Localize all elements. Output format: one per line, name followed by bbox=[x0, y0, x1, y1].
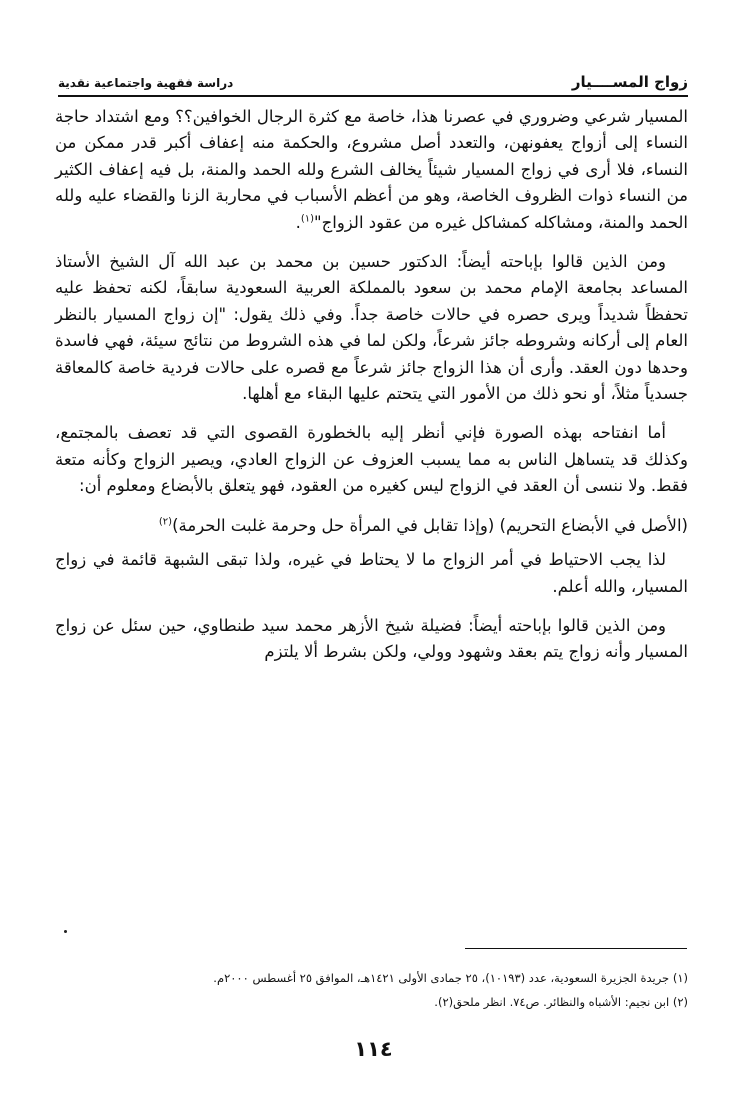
paragraph-5: لذا يجب الاحتياط في أمر الزواج ما لا يحتاط في غيره، ولذا تبقى الشبهة قائمة في زواج المسيار، والله أعلم. bbox=[55, 550, 688, 596]
footnote-divider bbox=[465, 948, 687, 949]
paragraph-2: ومن الذين قالوا بإباحته أيضاً: الدكتور حسين بن محمد بن عبد الله آل الشيخ الأستاذ المساعد بجامعة الإمام محمد بن سعود بالمملكة العربية السعودية سابقاً، لكنه تحفظ عليه تحفظاً شديداً ويرى حصره في حالات خاصة جداً. وفي ذلك يقول: "إن زواج المسيار بالنظر العام إلى أركانه وشروطه جائز شرعاً، ولكن لما في هذه الشروط من نتائج سيئة، فهي فاسدة وحدها دون العقد. وأرى أن هذا الزواج جائز شرعاً مع قصره على حالات فردية خاصة كالمعاقة جسدياً مثلاً، أو نحو ذلك من الأمور التي يتحتم عليها البقاء مع أهلها. bbox=[55, 252, 688, 404]
paragraph-4-text: (الأصل في الأبضاع التحريم) (وإذا تقابل في المرأة حل وحرمة غلبت الحرمة) bbox=[172, 515, 688, 535]
footnote-ref-2[interactable]: (٢) bbox=[158, 516, 173, 528]
footnote-2: (٢) ابن نجيم: الأشباه والنظائر. ص٧٤. انظر ملحق(٢). bbox=[434, 995, 688, 1009]
footnote-ref-1[interactable]: (١) bbox=[300, 213, 315, 225]
paragraph-1 bbox=[55, 104, 688, 236]
paragraph-1-text: المسيار شرعي وضروري في عصرنا هذا، خاصة مع كثرة الرجال الخوافين؟؟ ومع اشتداد حاجة النساء إلى أزواج يعفونهن، والتعدد أصل مشروع، والحكمة منه إعفاف أكبر قدر ممكن من النساء، فلا أرى في زواج المسيار شيئاً يخالف الشرع ولله الحمد والمنة، بل فيه إعفاف الكثير من النساء ذوات الظروف الخاصة، وهو من أعظم الأسباب في محاربة الزنا والقضاء عليه ولله الحمد والمنة، ومشاكله كمشاكل غيره من عقود الزواج" bbox=[55, 107, 688, 232]
paragraph-1-end: . bbox=[295, 212, 301, 232]
paragraph-6: ومن الذين قالوا بإباحته أيضاً: فضيلة شيخ الأزهر محمد سيد طنطاوي، حين سئل عن زواج المسيار وأنه زواج يتم بعقد وشهود وولي، ولكن بشرط ألا يلتزم bbox=[55, 615, 688, 662]
paragraph-3: أما انفتاحه بهذه الصورة فإني أنظر إليه بالخطورة القصوى التي قد تعصف بالمجتمع، وكذلك قد يتساهل الناس به مما يسبب العزوف عن الزواج العادي، ويصير الزواج وكأنه متعة فقط. ولا ننسى أن العقد في الزواج ليس كغيره من العقود، فهو يتعلق بالأبضاع ومعلوم أن: bbox=[55, 423, 688, 496]
main-text bbox=[55, 104, 688, 679]
book-title: زواج المســــيار bbox=[571, 73, 688, 91]
footnote-1: (١) جريدة الجزيرة السعودية، عدد (١٠١٩٣)، ٢٥ جمادى الأولى ١٤٢١هـ، الموافق ٢٥ أغسطس ٢٠٠٠م. bbox=[213, 971, 688, 985]
stray-mark bbox=[64, 930, 67, 933]
page-number: ١١٤ bbox=[354, 1037, 393, 1061]
footnotes bbox=[60, 966, 688, 1014]
header-divider bbox=[58, 95, 688, 97]
book-subtitle: دراسة فقهية واجتماعية نقدية bbox=[58, 76, 234, 90]
running-header bbox=[58, 72, 688, 94]
paragraph-4 bbox=[55, 513, 688, 539]
